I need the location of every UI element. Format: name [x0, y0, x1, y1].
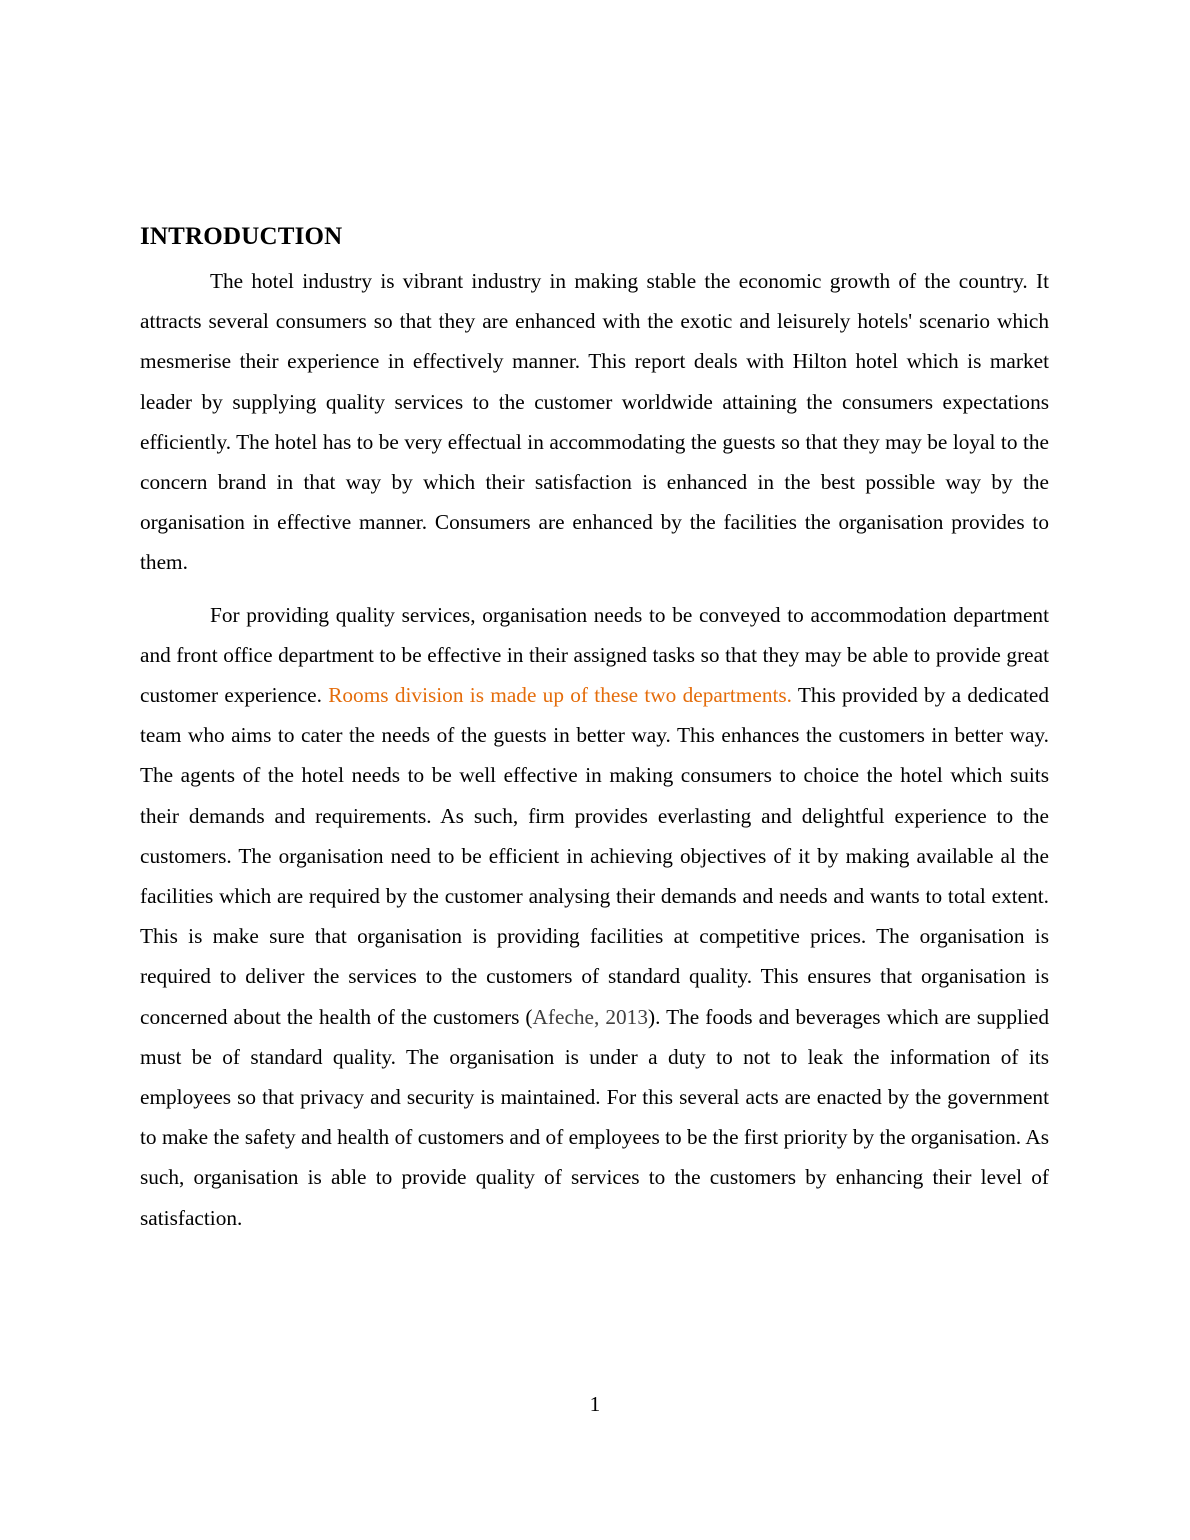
- paragraph-1: The hotel industry is vibrant industry in making stable the economic growth of the country. It attracts several consumers so that they are enhanced with the exotic and leisurely hotels' scenario which mesmerise their experience in effectively manner. This report deals with Hilton hotel which is market leader by supplying quality services to the customer worldwide attaining the consumers expectations efficiently. The hotel has to be very effectual in accommodating the guests so that they may be loyal to the concern brand in that way by which their satisfaction is enhanced in the best possible way by the organisation in effective manner. Consumers are enhanced by the facilities the organisation provides to them.: [140, 269, 1049, 575]
- paragraph-2: [140, 595, 1049, 1238]
- page-number: 1: [589, 1392, 601, 1416]
- citation: Afeche, 2013: [532, 1004, 648, 1029]
- highlighted-sentence: Rooms division is made up of these two departments.: [328, 683, 792, 708]
- paragraph-2-text-end: ). The foods and beverages which are supplied must be of standard quality. The organisation is under a duty to not to leak the information of its employees so that privacy and security is maintained. For this several acts are enacted by the government to make the safety and health of customers and of employees to be the first priority by the organisation. As such, organisation is able to provide quality of services to the customers by enhancing their level of satisfaction.: [140, 1004, 1049, 1230]
- paragraph-2-text-middle: This provided by a dedicated team who aims to cater the needs of the guests in better way. This enhances the customers in better way. The agents of the hotel needs to be well effective in making consumers to choice the hotel which suits their demands and requirements. As such, firm provides everlasting and delightful experience to the customers. The organisation need to be efficient in achieving objectives of it by making available al the facilities which are required by the customer analysing their demands and needs and wants to total extent. This is make sure that organisation is providing facilities at competitive prices. The organisation is required to deliver the services to the customers of standard quality. This ensures that organisation is concerned about the health of the customers (: [140, 683, 1049, 1029]
- paragraph-2-text-start: For providing quality services, organisation needs to be conveyed to accommodation department and front office department to be effective in their assigned tasks so that they may be able to provide great customer experience.: [140, 602, 1049, 708]
- page-content: [140, 220, 1049, 1238]
- section-heading: INTRODUCTION: [140, 223, 343, 250]
